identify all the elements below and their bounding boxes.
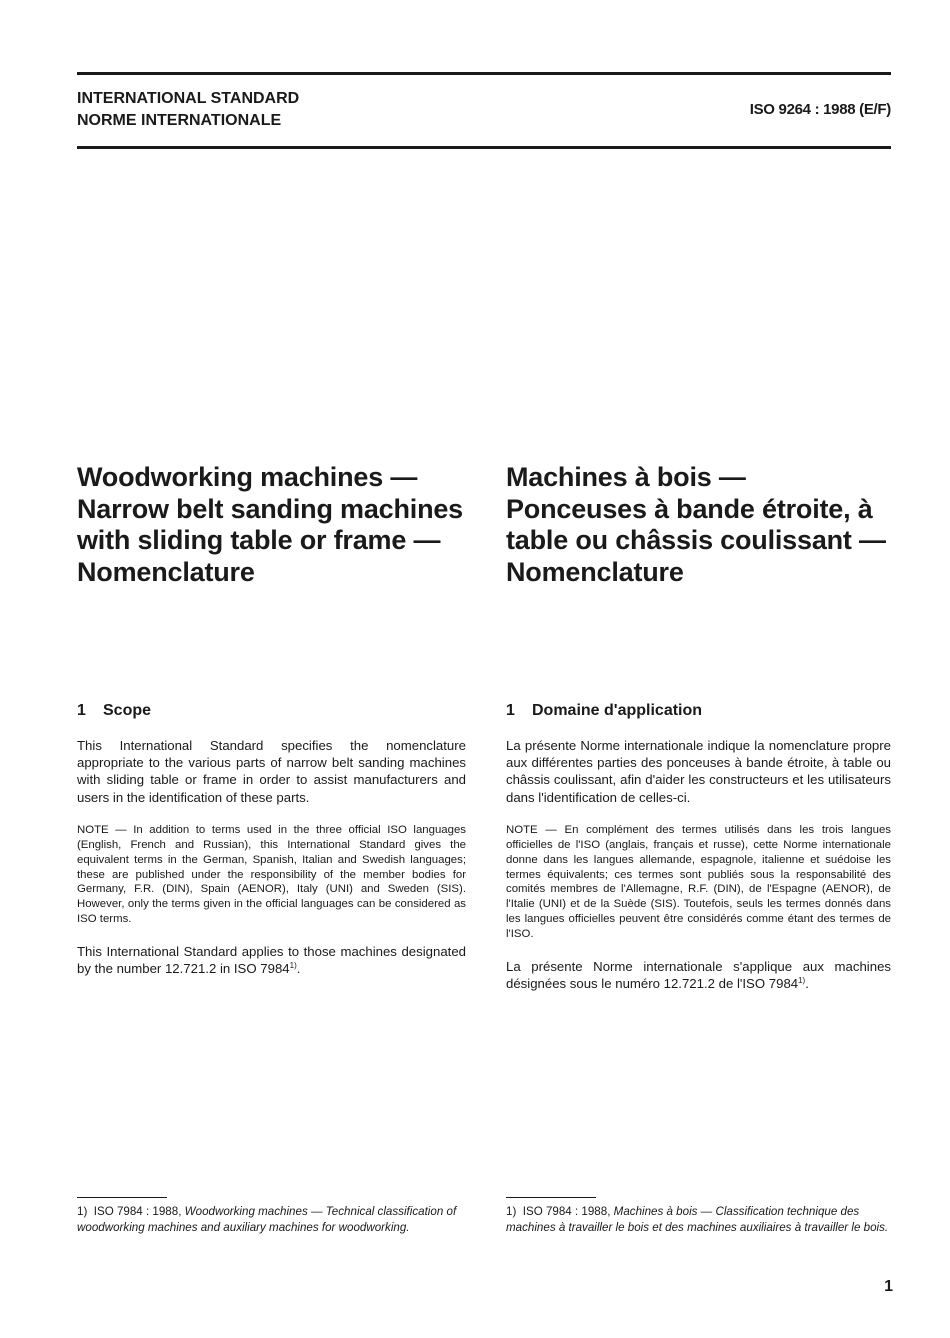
french-note: NOTE — En complément des termes utilisés dans les trois langues officielles de l'ISO (anglais, français et russe), cette Norme internationale donne dans les langues allemande, espagnole, italienne et suédoise les termes équivalents; ces termes sont publiés sous la responsabilité des comités membres de l'Allemagne, R.F. (DIN), de l'Espagne (AENOR), de l'Italie (UNI) et de la Suède (SIS). Toutefois, seuls les termes donnés dans les langues officielles peuvent être considérés comme étant des termes de l'ISO. (506, 823, 891, 941)
english-section-number: 1 (77, 702, 86, 719)
english-applicability-end: . (296, 961, 301, 977)
french-footnote-ref[interactable]: 1) (798, 976, 806, 986)
french-applicability-paragraph (506, 958, 891, 992)
standard-type-english: INTERNATIONAL STANDARD (77, 90, 300, 107)
english-applicability-text: This International Standard applies to those machines designated by the number 12.721.2 in ISO 7984 (77, 944, 466, 977)
english-footnote-rule (77, 1197, 167, 1198)
french-section-title: Domaine d'application (532, 702, 703, 719)
english-footnote (77, 1204, 466, 1235)
french-footnote-rule (506, 1197, 596, 1198)
english-section-heading (77, 702, 466, 720)
french-footnote-title: Machines à bois — Classification technique des machines à travailler le bois et des machines auxiliaires à travailler le bois. (506, 1205, 889, 1234)
english-footnote-title: Woodworking machines — Technical classification of woodworking machines and auxiliary machines for woodworking. (77, 1205, 457, 1234)
english-scope-paragraph: This International Standard specifies the nomenclature appropriate to the various parts of narrow belt sanding machines with sliding table or frame in order to assist manufacturers and users in the identification of these parts. (77, 738, 466, 805)
english-body (77, 737, 466, 995)
french-scope-paragraph: La présente Norme internationale indique la nomenclature propre aux différentes parties des ponceuses à bande étroite, à table ou châssis coulissant, afin d'aider les constructeurs et les utilisateurs dans l'identification de celles-ci. (506, 738, 891, 805)
french-title: Machines à bois — Ponceuses à bande étroite, à table ou châssis coulissant — Nomenclature (506, 462, 886, 587)
french-applicability-text: La présente Norme internationale s'applique aux machines désignées sous le numéro 12.721.2 de l'ISO 7984 (506, 959, 891, 992)
french-body (506, 737, 891, 1009)
english-note: NOTE — In addition to terms used in the three official ISO languages (English, French and Russian), this International Standard gives the equivalent terms in the German, Spanish, Italian and Swedish languages; these are published under the responsibility of the member bodies for Germany, F.R. (DIN), Spain (AENOR), Italy (UNI) and Sweden (SIS). However, only the terms given in the official languages can be considered as ISO terms. (77, 823, 466, 926)
english-footnote-ref[interactable]: 1) (289, 961, 297, 971)
english-footnote-number: 1) (77, 1205, 88, 1218)
standard-designation: ISO 9264 : 1988 (E/F) (749, 101, 891, 118)
standard-type-french: NORME INTERNATIONALE (77, 112, 282, 129)
english-title: Woodworking machines — Narrow belt sanding machines with sliding table or frame — Nomenclature (77, 462, 463, 587)
page-number: 1 (884, 1278, 893, 1295)
standard-type-label (77, 88, 299, 132)
french-section-number: 1 (506, 702, 515, 719)
header-top-rule (77, 72, 891, 75)
french-footnote-reference: ISO 7984 : 1988, (522, 1205, 611, 1218)
header-bottom-rule (77, 146, 891, 149)
english-applicability-paragraph (77, 943, 466, 977)
french-footnote-number: 1) (506, 1205, 517, 1218)
english-section-title: Scope (103, 702, 152, 719)
french-applicability-end: . (805, 976, 809, 992)
french-footnote (506, 1204, 891, 1235)
french-section-heading (506, 702, 891, 720)
english-footnote-reference: ISO 7984 : 1988, (93, 1205, 182, 1218)
